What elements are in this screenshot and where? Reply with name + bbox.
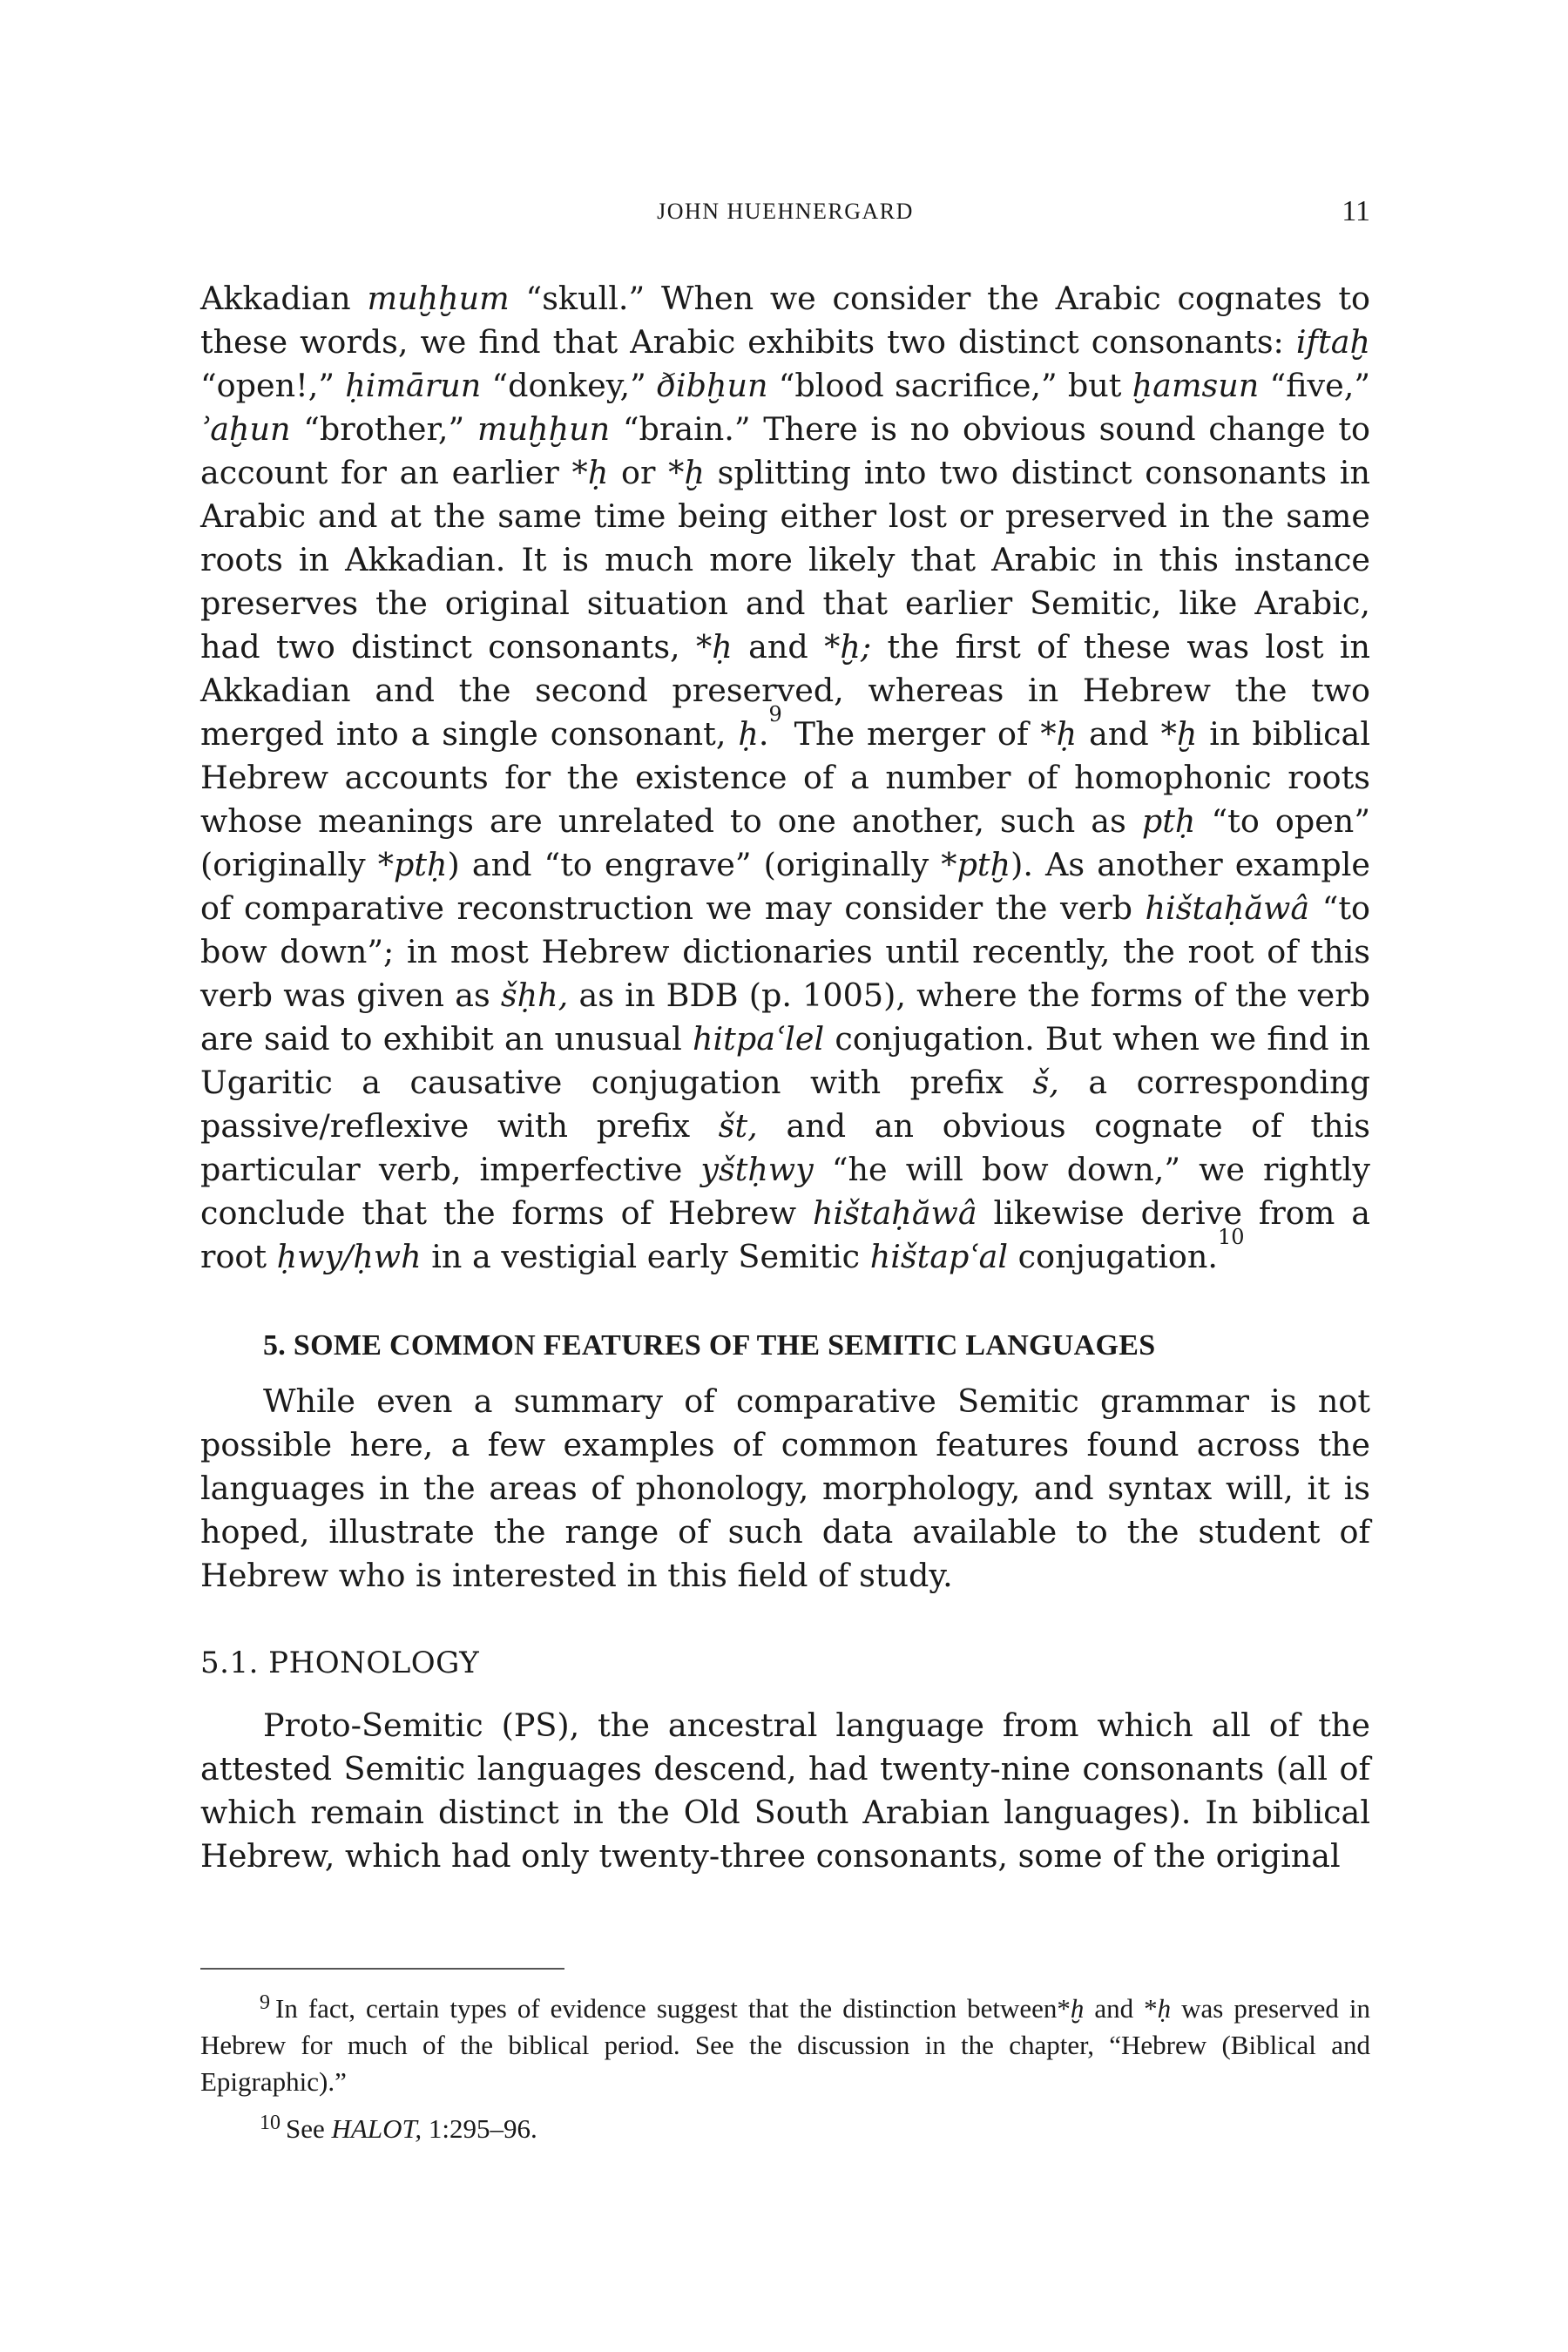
text-run: conjugation. But when we find in Ugaritic a causative conjugation with prefix — [200, 1020, 1371, 1101]
italic-term: ptḥ — [1141, 802, 1196, 840]
text-run: “he will bow down,” we rightly conclude that the forms of Hebrew — [200, 1151, 1370, 1232]
footnote-number: 9 — [260, 1991, 270, 2014]
page-number: 11 — [1342, 195, 1370, 227]
paragraph-phonology — [200, 1704, 1370, 1878]
italic-term: ḫ — [1176, 715, 1198, 753]
text-run: The merger of * — [781, 715, 1057, 753]
italic-term: ḫ — [1070, 1993, 1085, 2024]
text-run: the first of these was lost in Akkadian and the second preserved, whereas in Hebrew the two merged into a single consonant, — [200, 628, 1370, 753]
italic-term: ptḥ — [393, 846, 448, 883]
text-run: In fact, certain types of evidence suggest that the distinction between* — [275, 1993, 1071, 2024]
italic-term: hištaḥăwâ — [812, 1194, 977, 1232]
text-run: See — [286, 2113, 332, 2144]
text-run: in biblical Hebrew accounts for the existence of a number of homophonic roots whose meanings are unrelated to one another, such as — [200, 715, 1370, 840]
italic-term: š, — [1032, 1064, 1059, 1101]
italic-term: ḥ — [1157, 1993, 1172, 2024]
subsection-heading: 5.1. PHONOLOGY — [200, 1646, 480, 1680]
italic-term: ḥ — [1056, 715, 1078, 753]
text-run: in a vestigial early Semitic — [421, 1238, 870, 1275]
italic-term: ḥ — [738, 715, 759, 753]
text-run: “to bow down”; in most Hebrew dictionaries until recently, the root of this verb was given as — [200, 889, 1370, 1014]
text-run: ). As another example of comparative reconstruction we may consider the verb — [200, 846, 1370, 927]
text-run: conjugation. — [1008, 1238, 1218, 1275]
text-run: and an obvious cognate of this particular verb, imperfective — [200, 1107, 1371, 1188]
italic-term: ðibḫun — [657, 367, 768, 404]
section-heading: 5. SOME COMMON FEATURES OF THE SEMITIC LANGUAGES — [263, 1329, 1156, 1362]
running-head-author: JOHN HUEHNERGARD — [657, 199, 914, 224]
italic-term: ḥ — [587, 454, 609, 491]
italic-term: hištapʿal — [869, 1238, 1009, 1275]
text-run: “donkey,” — [481, 367, 657, 404]
italic-term: ptḫ — [956, 846, 1011, 883]
footnote-number: 10 — [260, 2112, 280, 2134]
text-run: likewise derive from a root — [200, 1194, 1370, 1275]
italic-term: ʾaḫun — [200, 410, 291, 448]
italic-term: yštḥwy — [700, 1151, 814, 1188]
text-run: and * — [1084, 1993, 1158, 2024]
text-run: ) and “to engrave” (originally * — [447, 846, 957, 883]
running-head — [200, 195, 1370, 239]
italic-term: hitpaʿlel — [693, 1020, 825, 1058]
text-run: “skull.” When we consider the Arabic cognates to these words, we find that Arabic exhibits two distinct consonants: — [200, 280, 1370, 361]
text-run: as in BDB (p. 1005), where the forms of the verb are said to exhibit an unusual — [200, 977, 1371, 1058]
text-run: 1:295–96. — [422, 2113, 537, 2144]
text-run: and * — [732, 628, 841, 666]
text-run: “brain.” There is no obvious sound change to account for an earlier * — [200, 410, 1370, 491]
italic-term: muḫḫun — [476, 410, 611, 448]
italic-term: muḫḫum — [367, 280, 510, 317]
text-run: “five,” — [1259, 367, 1371, 404]
footnote-reference: 9 — [768, 701, 782, 727]
italic-term: ḫ; — [840, 628, 872, 666]
paragraph-section-intro — [200, 1380, 1370, 1598]
paragraph-comparative-reconstruction — [200, 277, 1370, 1279]
footnote-divider — [200, 1968, 564, 1970]
italic-term: ḫamsun — [1132, 367, 1260, 404]
footnotes — [200, 1990, 1370, 2147]
italic-term: šḥh, — [500, 977, 569, 1014]
italic-term: ḥ — [712, 628, 733, 666]
italic-term: ḥwy/ḥwh — [276, 1238, 422, 1275]
text-run: splitting into two distinct consonants in Arabic and at the same time being either lost or preserved in the same roots in Akkadian. It is much more likely that Arabic in this instance preserves the original situation and that earlier Semitic, like Arabic, had two distinct consonants, * — [200, 454, 1370, 666]
text-run: . — [758, 715, 769, 753]
text-run: “open!,” — [200, 367, 346, 404]
body-text — [200, 277, 1370, 1878]
italic-term: ḫ — [684, 454, 705, 491]
text-run: Akkadian — [200, 280, 368, 317]
italic-term: št, — [718, 1107, 758, 1145]
text-run: “brother,” — [290, 410, 477, 448]
text-run: “to open” (originally * — [200, 802, 1370, 883]
text-run: While even a summary of comparative Semitic grammar is not possible here, a few examples of common features found across the languages in the areas of phonology, morphology, and syntax will, it is hoped, illustrate the range of such data available to the student of Hebrew who is interested in this field of study. — [200, 1382, 1370, 1594]
text-run: Proto-Semitic (PS), the ancestral language from which all of the attested Semitic languages descend, had twenty-nine consonants (all of which remain distinct in the Old South Arabian languages). In biblical Hebrew, which had only twenty-three consonants, some of the original — [200, 1707, 1370, 1875]
italic-term: ḥimārun — [345, 367, 482, 404]
italic-term: HALOT, — [331, 2113, 422, 2144]
italic-term: hištaḥăwâ — [1145, 889, 1310, 927]
text-run: a corresponding passive/reflexive with prefix — [200, 1064, 1370, 1145]
text-run: and * — [1077, 715, 1177, 753]
text-run: or * — [608, 454, 685, 491]
footnote-reference: 10 — [1217, 1224, 1245, 1249]
footnote-9 — [200, 1990, 1370, 2100]
italic-term: iftaḫ — [1295, 323, 1370, 361]
text-run: “blood sacrifice,” but — [767, 367, 1132, 404]
footnote-10 — [200, 2111, 1370, 2147]
text-run: was preserved in Hebrew for much of the biblical period. See the discussion in the chapter, “Hebrew (Biblical and Epigraphic).” — [200, 1993, 1370, 2097]
